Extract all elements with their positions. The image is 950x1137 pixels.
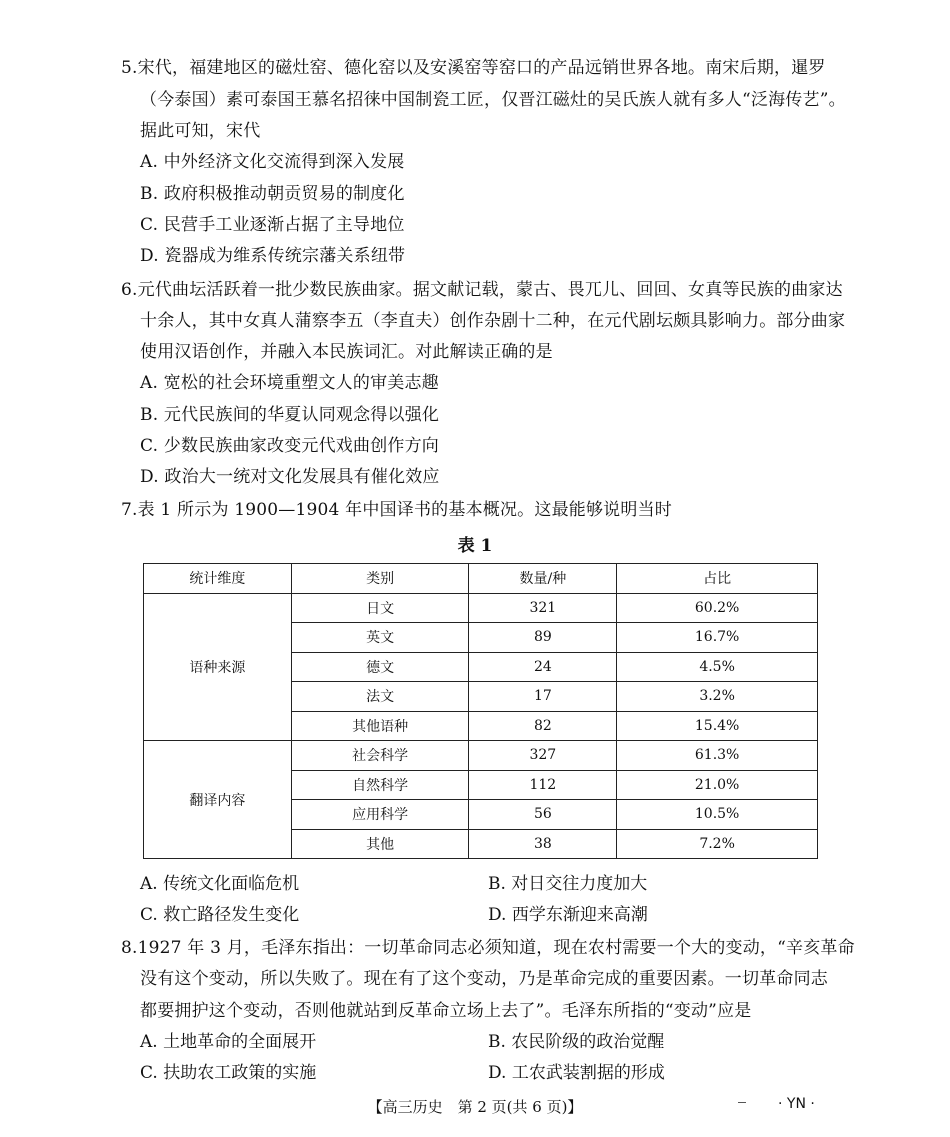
q6-option-b: B. 元代民族间的华夏认同观念得以强化 (140, 405, 440, 425)
table-cell: 17 (469, 682, 617, 712)
table-cell: 60.2% (617, 593, 818, 623)
table-cell: 38 (469, 829, 617, 859)
table-cell: 社会科学 (291, 741, 469, 771)
q8-option-b: B. 农民阶级的政治觉醒 (488, 1032, 665, 1052)
q8-option-d: D. 工农武装割据的形成 (488, 1063, 665, 1083)
q8-stem-line-3: 都要拥护这个变动，否则他就站到反革命立场上去了”。毛泽东所指的“变动”应是 (140, 1001, 752, 1021)
q8-option-c: C. 扶助农工政策的实施 (140, 1063, 317, 1083)
table-row (144, 741, 818, 771)
q5-option-d: D. 瓷器成为维系传统宗藩关系纽带 (140, 246, 406, 266)
table-cell: 日文 (291, 593, 469, 623)
q7-option-c: C. 救亡路径发生变化 (140, 905, 300, 925)
table-group-cell: 语种来源 (144, 593, 292, 741)
q8-stem-line-1: 8.1927 年 3 月，毛泽东指出：一切革命同志必须知道，现在农村需要一个大的变动，“辛亥革命 (121, 938, 855, 958)
q6-option-c: C. 少数民族曲家改变元代戏曲创作方向 (140, 436, 440, 456)
footer-divider (738, 1102, 746, 1103)
q6-stem-line-3: 使用汉语创作，并融入本民族词汇。对此解读正确的是 (140, 342, 553, 362)
q8-stem-line-2: 没有这个变动，所以失败了。现在有了这个变动，乃是革命完成的重要因素。一切革命同志 (140, 969, 828, 989)
q6-option-d: D. 政治大一统对文化发展具有催化效应 (140, 467, 440, 487)
table-cell: 112 (469, 770, 617, 800)
table-cell: 10.5% (617, 800, 818, 830)
table-header-cell: 类别 (291, 564, 469, 594)
table-row (144, 593, 818, 623)
table-cell: 15.4% (617, 711, 818, 741)
table-header-cell: 数量/种 (469, 564, 617, 594)
q6-stem-line-1: 6.元代曲坛活跃着一批少数民族曲家。据文献记载，蒙古、畏兀儿、回回、女真等民族的曲家达 (121, 280, 843, 300)
table-cell: 61.3% (617, 741, 818, 771)
table-header-cell: 统计维度 (144, 564, 292, 594)
q5-stem-line-3: 据此可知，宋代 (140, 121, 261, 141)
table-cell: 327 (469, 741, 617, 771)
table-cell: 82 (469, 711, 617, 741)
q5-option-c: C. 民营手工业逐渐占据了主导地位 (140, 215, 405, 235)
table-cell: 其他 (291, 829, 469, 859)
q5-option-b: B. 政府积极推动朝贡贸易的制度化 (140, 184, 405, 204)
table-cell: 自然科学 (291, 770, 469, 800)
q7-option-b: B. 对日交往力度加大 (488, 874, 648, 894)
q8-option-a: A. 土地革命的全面展开 (140, 1032, 317, 1052)
page-footer: 【高三历史 第 2 页(共 6 页)】 (367, 1098, 583, 1116)
table-cell: 16.7% (617, 623, 818, 653)
q7-option-d: D. 西学东渐迎来高潮 (488, 905, 648, 925)
table-cell: 应用科学 (291, 800, 469, 830)
table-header-cell: 占比 (617, 564, 818, 594)
footer-region-code: · YN · (778, 1096, 815, 1112)
q5-option-a: A. 中外经济文化交流得到深入发展 (140, 152, 405, 172)
q5-stem-line-1: 5.宋代，福建地区的磁灶窑、德化窑以及安溪窑等窑口的产品远销世界各地。南宋后期，暹罗 (121, 58, 826, 78)
table-caption: 表 1 (457, 536, 493, 556)
table-cell: 24 (469, 652, 617, 682)
translation-table (143, 563, 818, 859)
table-cell: 7.2% (617, 829, 818, 859)
q6-option-a: A. 宽松的社会环境重塑文人的审美志趣 (140, 373, 439, 393)
table-cell: 德文 (291, 652, 469, 682)
q5-stem-line-2: （今泰国）素可泰国王慕名招徕中国制瓷工匠，仅晋江磁灶的吴氏族人就有多人“泛海传艺”。 (140, 90, 846, 110)
table-cell: 21.0% (617, 770, 818, 800)
table-cell: 56 (469, 800, 617, 830)
table-cell: 3.2% (617, 682, 818, 712)
table-group-cell: 翻译内容 (144, 741, 292, 859)
table-cell: 法文 (291, 682, 469, 712)
q7-option-a: A. 传统文化面临危机 (140, 874, 300, 894)
table-cell: 89 (469, 623, 617, 653)
table-cell: 英文 (291, 623, 469, 653)
table-header-row (144, 564, 818, 594)
table-cell: 4.5% (617, 652, 818, 682)
table-cell: 其他语种 (291, 711, 469, 741)
table-cell: 321 (469, 593, 617, 623)
q6-stem-line-2: 十余人，其中女真人蒲察李五（李直夫）创作杂剧十二种，在元代剧坛颇具影响力。部分曲家 (140, 311, 846, 331)
q7-stem-line-1: 7.表 1 所示为 1900—1904 年中国译书的基本概况。这最能够说明当时 (121, 500, 672, 520)
